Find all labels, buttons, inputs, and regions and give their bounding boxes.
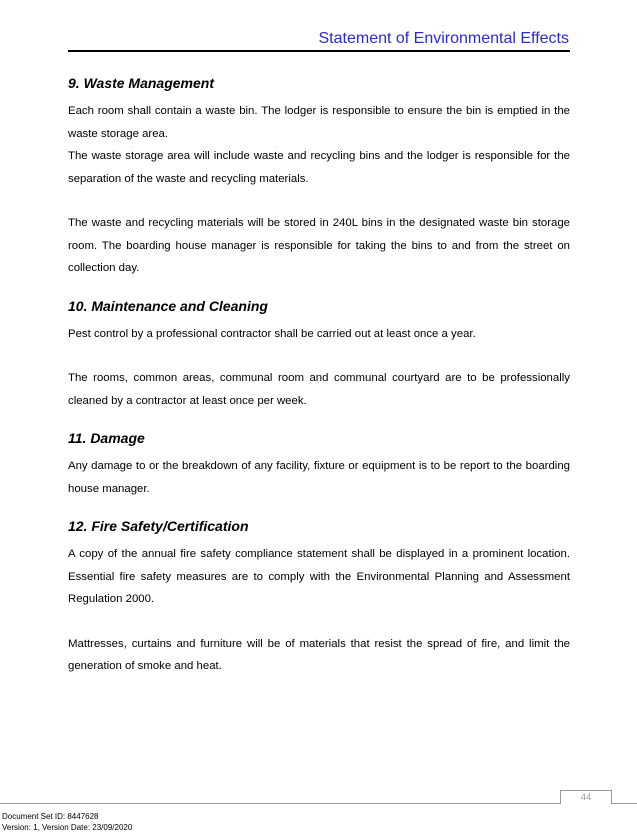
section-fire-safety — [68, 515, 570, 678]
document-metadata — [2, 811, 132, 833]
section-heading: 12. Fire Safety/Certification — [68, 518, 249, 534]
paragraph: Each room shall contain a waste bin. The lodger is responsible to ensure the bin is emptied in the waste storage area. — [68, 105, 570, 140]
document-body — [68, 72, 570, 678]
document-set-id: Document Set ID: 8447628 — [2, 812, 99, 821]
section-heading: 10. Maintenance and Cleaning — [68, 297, 268, 314]
header-title: Statement of Environmental Effects — [318, 30, 569, 47]
paragraph: Any damage to or the breakdown of any facility, fixture or equipment is to be report to the boarding house manager. — [68, 460, 570, 495]
document-version: Version: 1, Version Date: 23/09/2020 — [2, 823, 133, 832]
paragraph: The rooms, common areas, communal room and communal courtyard are to be professionally cleaned by a contractor at least once per week. — [68, 372, 570, 407]
section-heading: 9. Waste Management — [68, 75, 215, 91]
footer-rule-tick — [612, 803, 637, 804]
section-waste-management — [68, 72, 570, 280]
paragraph: A copy of the annual fire safety compliance statement shall be displayed in a prominent location. Essential fire safety measures are to comply with the Environmental Planning and Assessment Regulation 2000. — [68, 548, 570, 605]
footer-rule — [0, 803, 637, 804]
paragraph: The waste and recycling materials will be stored in 240L bins in the designated waste bin storage room. The boarding house manager is responsible for taking the bins to and from the street on collection day. — [68, 217, 570, 274]
section-damage — [68, 427, 570, 500]
paragraph: Mattresses, curtains and furniture will be of materials that resist the spread of fire, and limit the generation of smoke and heat. — [68, 637, 570, 672]
paragraph: Pest control by a professional contractor shall be carried out at least once a year. — [68, 327, 476, 340]
section-maintenance-cleaning — [68, 295, 570, 413]
paragraph: The waste storage area will include waste and recycling bins and the lodger is responsible for the separation of the waste and recycling materials. — [68, 150, 570, 185]
page-number: 44 — [560, 790, 612, 804]
section-heading: 11. Damage — [68, 430, 145, 446]
header-rule — [68, 50, 570, 52]
